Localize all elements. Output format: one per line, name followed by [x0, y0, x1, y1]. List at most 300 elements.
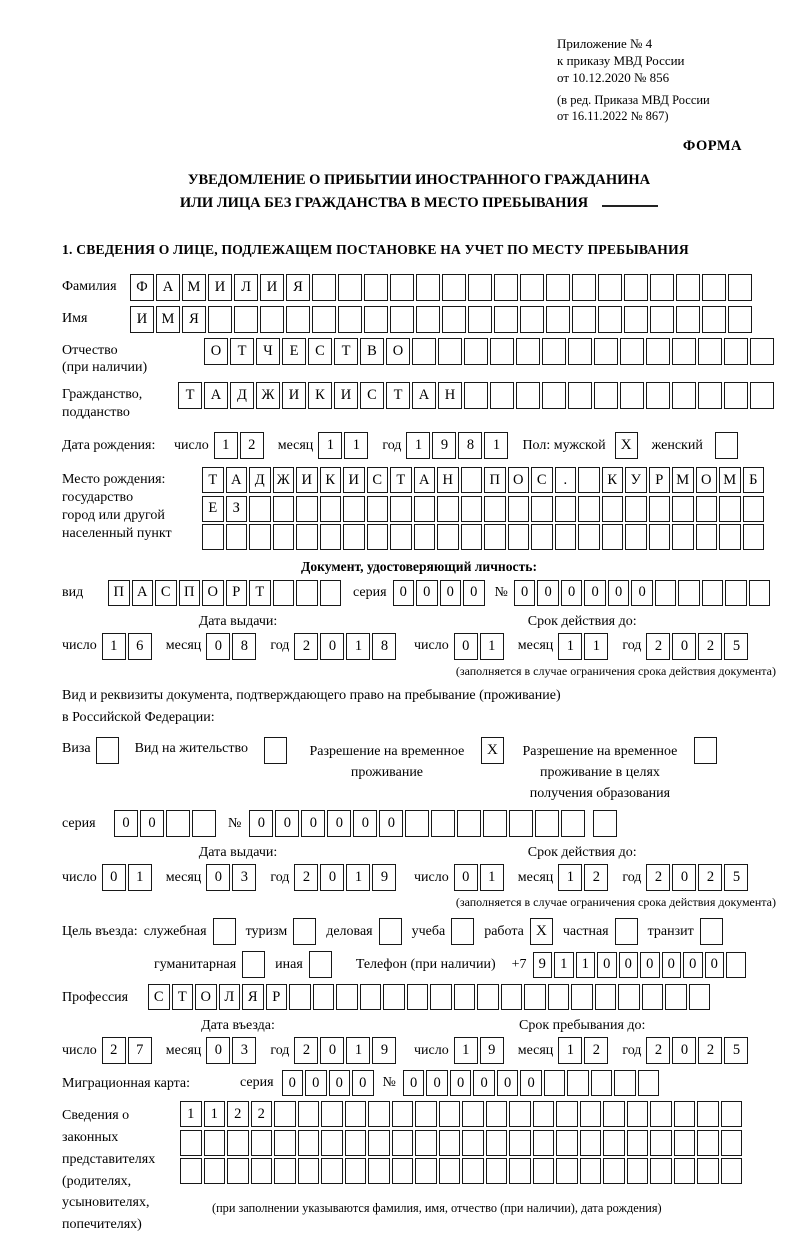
char-cell[interactable]: 0: [537, 580, 559, 606]
char-cell[interactable]: [490, 338, 514, 365]
char-cell[interactable]: Ч: [256, 338, 280, 365]
char-cell[interactable]: [430, 984, 452, 1010]
char-cell[interactable]: [439, 1101, 461, 1127]
purpose-other-checkbox[interactable]: [309, 951, 332, 978]
char-cell[interactable]: 0: [352, 1070, 374, 1096]
char-cell[interactable]: Н: [438, 382, 462, 409]
char-cell[interactable]: [524, 984, 546, 1010]
char-cell[interactable]: [627, 1158, 649, 1184]
char-cell[interactable]: [204, 1130, 226, 1156]
char-cell[interactable]: [509, 810, 533, 837]
char-cell[interactable]: [477, 984, 499, 1010]
char-cell[interactable]: А: [412, 382, 436, 409]
char-cell[interactable]: 7: [128, 1037, 152, 1064]
temporary-residence-education-checkbox[interactable]: [694, 737, 717, 764]
char-cell[interactable]: [580, 1130, 602, 1156]
char-cell[interactable]: И: [282, 382, 306, 409]
char-cell[interactable]: [438, 338, 462, 365]
char-cell[interactable]: 0: [393, 580, 415, 606]
char-cell[interactable]: 0: [140, 810, 164, 837]
char-cell[interactable]: Я: [286, 274, 310, 301]
char-cell[interactable]: [249, 496, 271, 522]
char-cell[interactable]: [462, 1158, 484, 1184]
char-cell[interactable]: 0: [514, 580, 536, 606]
char-cell[interactable]: 0: [497, 1070, 519, 1096]
char-cell[interactable]: 0: [416, 580, 438, 606]
char-cell[interactable]: [368, 1158, 390, 1184]
char-cell[interactable]: 0: [473, 1070, 495, 1096]
char-cell[interactable]: 2: [294, 864, 318, 891]
char-cell[interactable]: [392, 1101, 414, 1127]
char-cell[interactable]: [260, 306, 284, 333]
char-cell[interactable]: Т: [202, 467, 224, 493]
char-cell[interactable]: 0: [463, 580, 485, 606]
char-cell[interactable]: 2: [240, 432, 264, 459]
char-cell[interactable]: 0: [561, 580, 583, 606]
char-cell[interactable]: 1: [480, 864, 504, 891]
female-checkbox[interactable]: [715, 432, 738, 459]
char-cell[interactable]: [234, 306, 258, 333]
char-cell[interactable]: [516, 382, 540, 409]
char-cell[interactable]: [743, 496, 765, 522]
char-cell[interactable]: [390, 496, 412, 522]
char-cell[interactable]: 0: [301, 810, 325, 837]
char-cell[interactable]: 1: [576, 952, 596, 978]
char-cell[interactable]: 0: [705, 952, 725, 978]
char-cell[interactable]: [204, 1158, 226, 1184]
char-cell[interactable]: [407, 984, 429, 1010]
char-cell[interactable]: 9: [372, 864, 396, 891]
char-cell[interactable]: [486, 1130, 508, 1156]
char-cell[interactable]: [415, 1130, 437, 1156]
char-cell[interactable]: [689, 984, 711, 1010]
char-cell[interactable]: Я: [242, 984, 264, 1010]
char-cell[interactable]: [454, 984, 476, 1010]
char-cell[interactable]: М: [719, 467, 741, 493]
char-cell[interactable]: В: [360, 338, 384, 365]
char-cell[interactable]: 2: [294, 633, 318, 660]
char-cell[interactable]: [274, 1130, 296, 1156]
char-cell[interactable]: Т: [334, 338, 358, 365]
char-cell[interactable]: [508, 496, 530, 522]
char-cell[interactable]: [501, 984, 523, 1010]
char-cell[interactable]: [696, 496, 718, 522]
char-cell[interactable]: М: [672, 467, 694, 493]
char-cell[interactable]: 2: [251, 1101, 273, 1127]
char-cell[interactable]: [580, 1158, 602, 1184]
char-cell[interactable]: 0: [320, 633, 344, 660]
purpose-work-checkbox[interactable]: X: [530, 918, 553, 945]
char-cell[interactable]: Ж: [256, 382, 280, 409]
char-cell[interactable]: [548, 984, 570, 1010]
char-cell[interactable]: 9: [432, 432, 456, 459]
char-cell[interactable]: [343, 496, 365, 522]
char-cell[interactable]: [415, 1101, 437, 1127]
char-cell[interactable]: [320, 524, 342, 550]
char-cell[interactable]: 0: [631, 580, 653, 606]
char-cell[interactable]: [490, 382, 514, 409]
char-cell[interactable]: 0: [282, 1070, 304, 1096]
char-cell[interactable]: 0: [619, 952, 639, 978]
char-cell[interactable]: [725, 580, 747, 606]
char-cell[interactable]: [486, 1101, 508, 1127]
purpose-tourism-checkbox[interactable]: [293, 918, 316, 945]
char-cell[interactable]: [638, 1070, 660, 1096]
char-cell[interactable]: [620, 338, 644, 365]
char-cell[interactable]: [320, 496, 342, 522]
char-cell[interactable]: [578, 524, 600, 550]
char-cell[interactable]: Ж: [273, 467, 295, 493]
char-cell[interactable]: Л: [219, 984, 241, 1010]
char-cell[interactable]: [437, 496, 459, 522]
char-cell[interactable]: [208, 306, 232, 333]
char-cell[interactable]: [508, 524, 530, 550]
char-cell[interactable]: [542, 382, 566, 409]
char-cell[interactable]: [345, 1101, 367, 1127]
char-cell[interactable]: [442, 274, 466, 301]
char-cell[interactable]: [655, 580, 677, 606]
char-cell[interactable]: 0: [426, 1070, 448, 1096]
char-cell[interactable]: [516, 338, 540, 365]
char-cell[interactable]: М: [182, 274, 206, 301]
char-cell[interactable]: [555, 496, 577, 522]
temporary-residence-checkbox[interactable]: X: [481, 737, 504, 764]
char-cell[interactable]: 1: [484, 432, 508, 459]
char-cell[interactable]: [614, 1070, 636, 1096]
char-cell[interactable]: С: [367, 467, 389, 493]
char-cell[interactable]: [728, 306, 752, 333]
char-cell[interactable]: [749, 580, 771, 606]
char-cell[interactable]: 0: [327, 810, 351, 837]
char-cell[interactable]: [274, 1101, 296, 1127]
char-cell[interactable]: 8: [232, 633, 256, 660]
char-cell[interactable]: [568, 382, 592, 409]
char-cell[interactable]: [390, 274, 414, 301]
char-cell[interactable]: [367, 496, 389, 522]
char-cell[interactable]: 2: [646, 1037, 670, 1064]
char-cell[interactable]: 1: [558, 633, 582, 660]
char-cell[interactable]: [390, 306, 414, 333]
char-cell[interactable]: [320, 580, 342, 606]
purpose-humanitarian-checkbox[interactable]: [242, 951, 265, 978]
char-cell[interactable]: [649, 496, 671, 522]
char-cell[interactable]: [571, 984, 593, 1010]
char-cell[interactable]: 2: [102, 1037, 126, 1064]
char-cell[interactable]: [650, 306, 674, 333]
char-cell[interactable]: 0: [450, 1070, 472, 1096]
char-cell[interactable]: [546, 274, 570, 301]
char-cell[interactable]: [546, 306, 570, 333]
char-cell[interactable]: 0: [206, 1037, 230, 1064]
char-cell[interactable]: 0: [672, 1037, 696, 1064]
char-cell[interactable]: [437, 524, 459, 550]
char-cell[interactable]: 0: [275, 810, 299, 837]
char-cell[interactable]: [593, 810, 617, 837]
char-cell[interactable]: Д: [249, 467, 271, 493]
char-cell[interactable]: П: [179, 580, 201, 606]
char-cell[interactable]: [678, 580, 700, 606]
purpose-private-checkbox[interactable]: [615, 918, 638, 945]
char-cell[interactable]: 1: [318, 432, 342, 459]
char-cell[interactable]: [192, 810, 216, 837]
char-cell[interactable]: [227, 1158, 249, 1184]
char-cell[interactable]: [721, 1130, 743, 1156]
char-cell[interactable]: 2: [584, 1037, 608, 1064]
char-cell[interactable]: [672, 524, 694, 550]
char-cell[interactable]: 2: [698, 864, 722, 891]
char-cell[interactable]: 1: [558, 1037, 582, 1064]
char-cell[interactable]: И: [260, 274, 284, 301]
char-cell[interactable]: [568, 338, 592, 365]
char-cell[interactable]: [442, 306, 466, 333]
char-cell[interactable]: О: [508, 467, 530, 493]
char-cell[interactable]: [468, 306, 492, 333]
char-cell[interactable]: 2: [698, 1037, 722, 1064]
char-cell[interactable]: 0: [206, 864, 230, 891]
char-cell[interactable]: 2: [698, 633, 722, 660]
char-cell[interactable]: [531, 496, 553, 522]
char-cell[interactable]: 0: [672, 633, 696, 660]
char-cell[interactable]: [602, 524, 624, 550]
char-cell[interactable]: [416, 306, 440, 333]
char-cell[interactable]: 2: [646, 633, 670, 660]
char-cell[interactable]: С: [360, 382, 384, 409]
char-cell[interactable]: И: [208, 274, 232, 301]
char-cell[interactable]: [289, 984, 311, 1010]
char-cell[interactable]: 1: [346, 1037, 370, 1064]
char-cell[interactable]: [313, 984, 335, 1010]
char-cell[interactable]: Т: [386, 382, 410, 409]
char-cell[interactable]: [618, 984, 640, 1010]
char-cell[interactable]: 5: [724, 633, 748, 660]
char-cell[interactable]: [312, 306, 336, 333]
char-cell[interactable]: А: [132, 580, 154, 606]
char-cell[interactable]: [457, 810, 481, 837]
char-cell[interactable]: [298, 1130, 320, 1156]
char-cell[interactable]: [251, 1158, 273, 1184]
char-cell[interactable]: 0: [206, 633, 230, 660]
char-cell[interactable]: 8: [458, 432, 482, 459]
char-cell[interactable]: [719, 496, 741, 522]
char-cell[interactable]: [750, 338, 774, 365]
char-cell[interactable]: 0: [320, 1037, 344, 1064]
char-cell[interactable]: [603, 1130, 625, 1156]
char-cell[interactable]: 0: [403, 1070, 425, 1096]
char-cell[interactable]: [625, 496, 647, 522]
char-cell[interactable]: [726, 952, 746, 978]
char-cell[interactable]: [603, 1101, 625, 1127]
char-cell[interactable]: [321, 1101, 343, 1127]
purpose-business-checkbox[interactable]: [379, 918, 402, 945]
char-cell[interactable]: [750, 382, 774, 409]
purpose-study-checkbox[interactable]: [451, 918, 474, 945]
char-cell[interactable]: [624, 274, 648, 301]
char-cell[interactable]: [544, 1070, 566, 1096]
char-cell[interactable]: Т: [390, 467, 412, 493]
char-cell[interactable]: [461, 467, 483, 493]
char-cell[interactable]: А: [226, 467, 248, 493]
char-cell[interactable]: О: [202, 580, 224, 606]
char-cell[interactable]: И: [334, 382, 358, 409]
char-cell[interactable]: 0: [249, 810, 273, 837]
char-cell[interactable]: 0: [520, 1070, 542, 1096]
char-cell[interactable]: [368, 1101, 390, 1127]
char-cell[interactable]: [439, 1130, 461, 1156]
char-cell[interactable]: [464, 338, 488, 365]
char-cell[interactable]: 1: [406, 432, 430, 459]
char-cell[interactable]: 2: [294, 1037, 318, 1064]
char-cell[interactable]: [336, 984, 358, 1010]
char-cell[interactable]: К: [320, 467, 342, 493]
char-cell[interactable]: [383, 984, 405, 1010]
char-cell[interactable]: [702, 306, 726, 333]
char-cell[interactable]: И: [296, 467, 318, 493]
char-cell[interactable]: [674, 1130, 696, 1156]
char-cell[interactable]: [296, 580, 318, 606]
char-cell[interactable]: [697, 1158, 719, 1184]
char-cell[interactable]: [520, 306, 544, 333]
char-cell[interactable]: [392, 1158, 414, 1184]
char-cell[interactable]: [298, 1158, 320, 1184]
char-cell[interactable]: 0: [320, 864, 344, 891]
char-cell[interactable]: [674, 1101, 696, 1127]
char-cell[interactable]: 0: [114, 810, 138, 837]
char-cell[interactable]: 1: [180, 1101, 202, 1127]
char-cell[interactable]: Т: [172, 984, 194, 1010]
char-cell[interactable]: [273, 580, 295, 606]
char-cell[interactable]: 0: [329, 1070, 351, 1096]
male-checkbox[interactable]: X: [615, 432, 638, 459]
char-cell[interactable]: 3: [232, 1037, 256, 1064]
char-cell[interactable]: 2: [584, 864, 608, 891]
char-cell[interactable]: О: [204, 338, 228, 365]
char-cell[interactable]: [298, 1101, 320, 1127]
char-cell[interactable]: .: [555, 467, 577, 493]
char-cell[interactable]: З: [226, 496, 248, 522]
char-cell[interactable]: 1: [204, 1101, 226, 1127]
char-cell[interactable]: [624, 306, 648, 333]
char-cell[interactable]: [620, 382, 644, 409]
char-cell[interactable]: [509, 1158, 531, 1184]
char-cell[interactable]: А: [204, 382, 228, 409]
char-cell[interactable]: [343, 524, 365, 550]
char-cell[interactable]: [484, 496, 506, 522]
char-cell[interactable]: [627, 1130, 649, 1156]
char-cell[interactable]: [672, 496, 694, 522]
char-cell[interactable]: [494, 306, 518, 333]
char-cell[interactable]: [665, 984, 687, 1010]
char-cell[interactable]: [533, 1130, 555, 1156]
char-cell[interactable]: 0: [683, 952, 703, 978]
char-cell[interactable]: [650, 1158, 672, 1184]
char-cell[interactable]: [468, 274, 492, 301]
char-cell[interactable]: 1: [554, 952, 574, 978]
char-cell[interactable]: [698, 382, 722, 409]
char-cell[interactable]: [650, 274, 674, 301]
char-cell[interactable]: [674, 1158, 696, 1184]
char-cell[interactable]: 9: [480, 1037, 504, 1064]
char-cell[interactable]: 2: [227, 1101, 249, 1127]
char-cell[interactable]: [627, 1101, 649, 1127]
char-cell[interactable]: И: [343, 467, 365, 493]
char-cell[interactable]: 2: [646, 864, 670, 891]
char-cell[interactable]: Р: [226, 580, 248, 606]
char-cell[interactable]: [483, 810, 507, 837]
char-cell[interactable]: 1: [346, 633, 370, 660]
char-cell[interactable]: 0: [454, 864, 478, 891]
char-cell[interactable]: [251, 1130, 273, 1156]
char-cell[interactable]: 1: [214, 432, 238, 459]
char-cell[interactable]: [345, 1130, 367, 1156]
char-cell[interactable]: [542, 338, 566, 365]
char-cell[interactable]: 0: [640, 952, 660, 978]
char-cell[interactable]: [535, 810, 559, 837]
char-cell[interactable]: 0: [305, 1070, 327, 1096]
char-cell[interactable]: [556, 1158, 578, 1184]
char-cell[interactable]: [697, 1101, 719, 1127]
char-cell[interactable]: [696, 524, 718, 550]
char-cell[interactable]: [594, 338, 618, 365]
char-cell[interactable]: [533, 1101, 555, 1127]
char-cell[interactable]: [567, 1070, 589, 1096]
char-cell[interactable]: Е: [282, 338, 306, 365]
char-cell[interactable]: [486, 1158, 508, 1184]
char-cell[interactable]: С: [148, 984, 170, 1010]
char-cell[interactable]: [602, 496, 624, 522]
char-cell[interactable]: [728, 274, 752, 301]
char-cell[interactable]: Р: [649, 467, 671, 493]
char-cell[interactable]: Ф: [130, 274, 154, 301]
char-cell[interactable]: [296, 496, 318, 522]
char-cell[interactable]: [392, 1130, 414, 1156]
char-cell[interactable]: 0: [584, 580, 606, 606]
char-cell[interactable]: [598, 306, 622, 333]
char-cell[interactable]: Л: [234, 274, 258, 301]
purpose-official-checkbox[interactable]: [213, 918, 236, 945]
char-cell[interactable]: Д: [230, 382, 254, 409]
char-cell[interactable]: [484, 524, 506, 550]
char-cell[interactable]: [439, 1158, 461, 1184]
char-cell[interactable]: 0: [379, 810, 403, 837]
char-cell[interactable]: [646, 382, 670, 409]
char-cell[interactable]: [462, 1130, 484, 1156]
char-cell[interactable]: [572, 306, 596, 333]
char-cell[interactable]: О: [696, 467, 718, 493]
char-cell[interactable]: К: [308, 382, 332, 409]
char-cell[interactable]: [702, 274, 726, 301]
char-cell[interactable]: 0: [662, 952, 682, 978]
char-cell[interactable]: [698, 338, 722, 365]
char-cell[interactable]: О: [386, 338, 410, 365]
char-cell[interactable]: 1: [480, 633, 504, 660]
char-cell[interactable]: 1: [584, 633, 608, 660]
char-cell[interactable]: [743, 524, 765, 550]
char-cell[interactable]: П: [108, 580, 130, 606]
char-cell[interactable]: [273, 524, 295, 550]
char-cell[interactable]: 6: [128, 633, 152, 660]
char-cell[interactable]: И: [130, 306, 154, 333]
char-cell[interactable]: [180, 1158, 202, 1184]
char-cell[interactable]: [650, 1130, 672, 1156]
char-cell[interactable]: [650, 1101, 672, 1127]
char-cell[interactable]: Т: [178, 382, 202, 409]
char-cell[interactable]: М: [156, 306, 180, 333]
char-cell[interactable]: [697, 1130, 719, 1156]
char-cell[interactable]: [719, 524, 741, 550]
char-cell[interactable]: С: [308, 338, 332, 365]
char-cell[interactable]: [649, 524, 671, 550]
char-cell[interactable]: Н: [437, 467, 459, 493]
